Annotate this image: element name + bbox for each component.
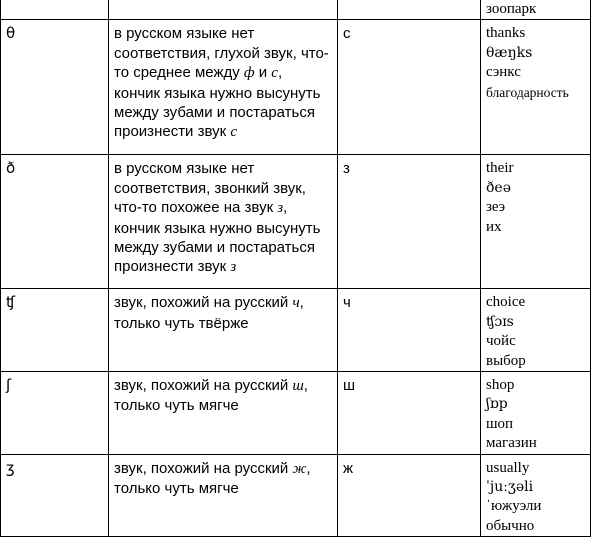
table-row [1, 372, 591, 455]
translation: обычно [486, 517, 535, 534]
phonetics-table-body [1, 0, 591, 537]
italic-letter: ш [292, 378, 304, 395]
italic-letter: ч [292, 295, 300, 312]
description-text: звук, похожий на русский [114, 294, 293, 312]
italic-letter: з [230, 259, 237, 276]
description-cell [109, 454, 338, 537]
russian-reading: сэнкс [486, 64, 521, 81]
transcription: ˈjuːʒəli [486, 479, 534, 496]
description-text: звук, похожий на русский [114, 377, 293, 395]
description-text: в русском языке нет соответствия, звонкий звук, что-то похожее на звук [114, 160, 306, 217]
english-word: choice [486, 294, 526, 311]
russian-sound-cell: ч [338, 289, 481, 372]
transcription: ʧɔɪs [486, 313, 514, 330]
description-cell [109, 0, 338, 20]
table-row [1, 155, 591, 289]
russian-reading: ˈюжуэли [486, 498, 542, 515]
description-cell [109, 20, 338, 155]
table-row [1, 0, 591, 20]
italic-letter: с [271, 65, 278, 82]
italic-letter: ф [243, 65, 255, 82]
description-text: , только чуть твёрже [114, 294, 304, 332]
transcription: ðeə [486, 179, 511, 196]
translation: их [486, 218, 502, 235]
symbol-cell: ʧ [1, 289, 109, 372]
italic-letter: з [277, 200, 284, 217]
english-word: thanks [486, 25, 526, 42]
table-row [1, 20, 591, 155]
symbol-cell: ð [1, 155, 109, 289]
russian-sound-cell: ш [338, 372, 481, 455]
table-row [1, 454, 591, 537]
russian-sound-cell [338, 0, 481, 20]
example-cell [481, 454, 591, 537]
example-cell [481, 0, 591, 20]
translation: зоопарк [486, 1, 537, 17]
symbol-cell: ʒ [1, 454, 109, 537]
symbol-cell [1, 0, 109, 20]
transcription: θæŋks [486, 44, 533, 61]
english-word: shop [486, 377, 515, 394]
transcription: ʃɒp [486, 396, 508, 413]
russian-reading: шоп [486, 415, 514, 432]
russian-sound-cell: ж [338, 454, 481, 537]
russian-sound-cell: з [338, 155, 481, 289]
translation: выбор [486, 352, 526, 369]
russian-reading: зеэ [486, 199, 506, 216]
description-cell [109, 372, 338, 455]
description-cell [109, 155, 338, 289]
description-text: , кончик языка нужно высунуть между зубами и постараться произнести звук [114, 199, 321, 276]
russian-sound-cell: с [338, 20, 481, 155]
english-word: usually [486, 459, 530, 476]
symbol-cell: θ [1, 20, 109, 155]
example-cell [481, 372, 591, 455]
description-text: , только чуть мягче [114, 459, 311, 498]
english-word: their [486, 160, 514, 177]
example-cell [481, 20, 591, 155]
description-text: звук, похожий на русский [114, 459, 293, 477]
italic-letter: с [230, 124, 238, 141]
translation: магазин [486, 435, 537, 452]
italic-letter: ж [292, 460, 307, 477]
description-text: в русском языке нет соответствия, глухой звук, что-то среднее между [114, 25, 329, 82]
table-row [1, 289, 591, 372]
description-text: , кончик языка нужно высунуть между зубами и постараться произнести звук [114, 64, 321, 141]
russian-reading: чойс [486, 333, 516, 350]
example-cell [481, 289, 591, 372]
description-text: и [254, 64, 272, 82]
description-cell [109, 289, 338, 372]
example-cell [481, 155, 591, 289]
symbol-cell: ʃ [1, 372, 109, 455]
translation: благодарность [486, 84, 569, 100]
description-text: , только чуть мягче [114, 377, 308, 415]
